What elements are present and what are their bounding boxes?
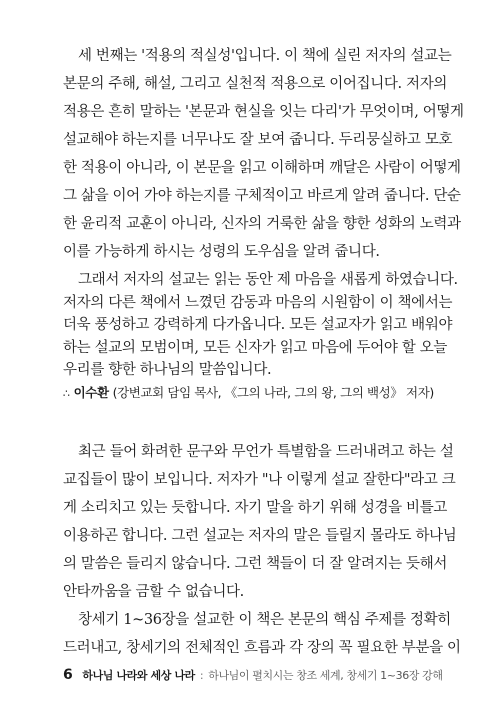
therefore-mark: ∴ <box>63 387 70 400</box>
paragraph-line: 창세기 1~36장을 설교한 이 책은 본문의 핵심 주제를 정확히 <box>78 612 451 628</box>
paragraph-line: 한 윤리적 교훈이 아니라, 신자의 거룩한 삶을 향한 성화의 노력과 <box>63 216 461 232</box>
paragraph-line: 그 삶을 이어 가야 하는지를 구체적이고 바르게 알려 줍니다. 단순 <box>63 188 461 204</box>
paragraph-line: 의 말씀은 들리지 않습니다. 그런 책들이 더 잘 알려지는 듯해서 <box>63 556 448 572</box>
title-separator: : <box>199 669 204 682</box>
paragraph-line: 적용은 흔히 말하는 '본문과 현실을 잇는 다리'가 무엇이며, 어떻게 <box>63 104 464 120</box>
endorser-detail: (강변교회 담임 목사, 《그의 나라, 그의 왕, 그의 백성》 저자) <box>112 385 434 400</box>
paragraph-line: 더욱 풍성하고 강력하게 다가옵니다. 모든 설교자가 읽고 배워야 <box>63 317 453 333</box>
paragraph-line: 교집들이 많이 보입니다. 저자가 "나 이렇게 설교 잘한다"라고 크 <box>63 472 456 488</box>
paragraph-line: 드러내고, 창세기의 전체적인 흐름과 각 장의 꼭 필요한 부분을 이 <box>63 640 461 656</box>
paragraph-line: 저자의 다른 책에서 느꼈던 감동과 마음의 시원함이 이 책에서는 <box>63 294 453 311</box>
book-title: 하나님 나라와 세상 나라 <box>82 669 195 682</box>
paragraph-line: 이용하곤 합니다. 그런 설교는 저자의 말은 들릴지 몰라도 하나님 <box>63 528 457 544</box>
paragraph-line: 안타까움을 금할 수 없습니다. <box>63 584 244 600</box>
paragraph-line: 그래서 저자의 설교는 읽는 동안 제 마음을 새롭게 하였습니다. <box>78 272 458 288</box>
paragraph-line: 본문의 주해, 해설, 그리고 실천적 적용으로 이어집니다. 저자의 <box>63 76 448 92</box>
endorsement-byline <box>63 383 434 401</box>
page-footer <box>63 667 443 683</box>
paragraph-line: 우리를 향한 하나님의 말씀입니다. <box>63 362 272 378</box>
paragraph-line: 설교해야 하는지를 너무나도 잘 보여 줍니다. 두리뭉실하고 모호 <box>63 132 453 148</box>
paragraph-line: 게 소리치고 있는 듯합니다. 자기 말을 하기 위해 성경을 비틀고 <box>63 500 448 516</box>
paragraph-line: 한 적용이 아니라, 이 본문을 읽고 이해하며 깨달은 사람이 어떻게 <box>63 160 461 176</box>
page-number: 6 <box>63 667 73 683</box>
paragraph-line: 하는 설교의 모범이며, 모든 신자가 읽고 마음에 두어야 할 오늘 <box>63 339 448 356</box>
book-subtitle: 하나님이 펼치시는 창조 세계, 창세기 1~36장 강해 <box>208 669 443 682</box>
paragraph-line: 이를 가능하게 하시는 성령의 도우심을 알려 줍니다. <box>63 244 380 260</box>
paragraph-line: 최근 들어 화려한 문구와 무언가 특별함을 드러내려고 하는 설 <box>78 444 454 460</box>
endorser-name: 이수환 <box>73 385 109 400</box>
paragraph-line: 세 번째는 '적용의 적실성'입니다. 이 책에 실린 저자의 설교는 <box>78 48 452 64</box>
